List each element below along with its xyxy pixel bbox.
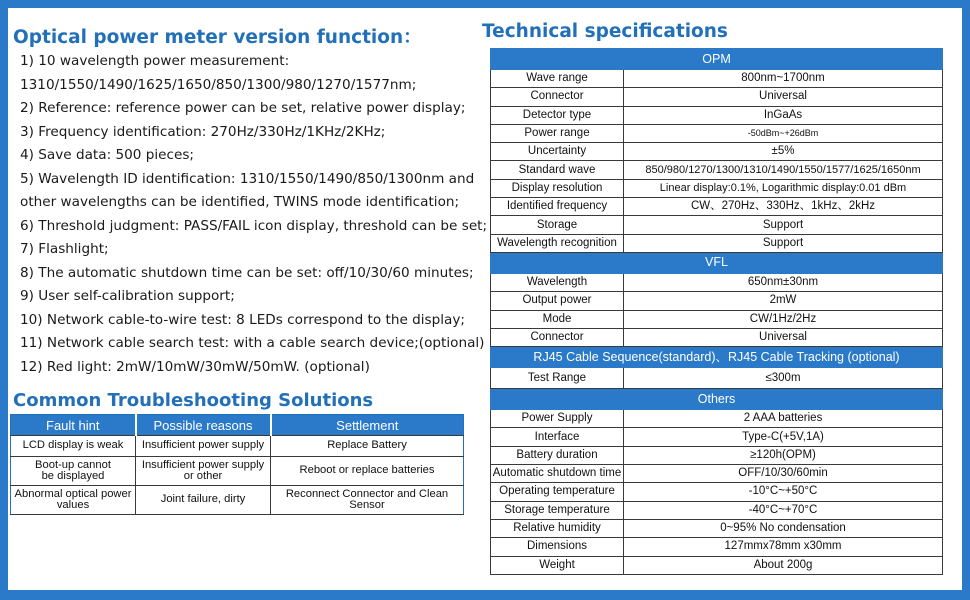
spec-row <box>491 501 943 519</box>
section-header-vfl <box>491 252 943 273</box>
function-item: 5) Wavelength ID identification: 1310/1550/1490/850/1300nm and <box>20 170 475 187</box>
spec-value: ±5% <box>624 143 943 161</box>
function-item: 11) Network cable search test: with a cable search device;(optional) <box>20 335 485 351</box>
spec-label: Display resolution <box>491 179 624 197</box>
spec-label: Test Range <box>491 368 624 389</box>
function-item: 9) User self-calibration support; <box>20 288 235 304</box>
spec-value: Type-C(+5V,1A) <box>624 428 943 446</box>
function-item: 3) Frequency identification: 270Hz/330Hz/1KHz/2KHz; <box>20 123 386 140</box>
spec-value: Universal <box>624 328 943 346</box>
spec-label: Battery duration <box>491 446 624 464</box>
spec-label: Relative humidity <box>491 519 624 537</box>
spec-label: Wave range <box>491 70 624 88</box>
spec-row <box>491 428 943 446</box>
spec-label: Standard wave <box>491 161 624 179</box>
table-cell: Insufficient power supply or other <box>136 457 271 486</box>
spec-value: 0~95% No condensation <box>624 519 943 537</box>
table-cell: LCD display is weak <box>11 436 136 457</box>
spec-label: Automatic shutdown time <box>491 465 624 483</box>
function-item: 12) Red light: 2mW/10mW/30mW/50mW. (optional) <box>20 358 370 375</box>
spec-row <box>491 446 943 464</box>
spec-value: OFF/10/30/60min <box>624 465 943 483</box>
table-cell: Reboot or replace batteries <box>271 457 464 486</box>
table-cell: Insufficient power supply <box>136 436 271 457</box>
spec-label: Mode <box>491 310 624 328</box>
spec-value: 2mW <box>624 292 943 310</box>
spec-value: Linear display:0.1%, Logarithmic display:0.01 dBm <box>624 179 943 197</box>
section-title: OPM <box>491 49 943 70</box>
spec-value: -10°C~+50°C <box>624 483 943 501</box>
function-item: 4) Save data: 500 pieces; <box>20 147 195 163</box>
spec-value: ≤300m <box>624 368 943 389</box>
spec-label: Operating temperature <box>491 483 624 501</box>
specifications-table <box>490 48 943 575</box>
spec-label: Uncertainty <box>491 143 624 161</box>
specifications-heading: Technical specifications <box>482 21 728 42</box>
spec-value: Support <box>624 216 943 234</box>
spec-label: Interface <box>491 428 624 446</box>
spec-label: Power range <box>491 124 624 142</box>
function-item: 7) Flashlight; <box>20 241 109 257</box>
function-list <box>20 50 488 379</box>
spec-value: CW/1Hz/2Hz <box>624 310 943 328</box>
spec-row <box>491 273 943 291</box>
spec-value: 2 AAA batteries <box>624 410 943 428</box>
table-row <box>11 486 464 515</box>
spec-label: Storage temperature <box>491 501 624 519</box>
spec-row <box>491 216 943 234</box>
spec-row <box>491 465 943 483</box>
functions-heading: Optical power meter version function： <box>13 27 422 48</box>
troubleshooting-table <box>10 414 464 515</box>
table-header-row <box>11 415 464 436</box>
spec-row <box>491 234 943 252</box>
spec-row <box>491 88 943 106</box>
spec-row <box>491 556 943 574</box>
table-cell: Joint failure, dirty <box>136 486 271 515</box>
function-item: 10) Network cable-to-wire test: 8 LEDs correspond to the display; <box>20 311 465 328</box>
spec-row <box>491 310 943 328</box>
column-header: Possible reasons <box>136 415 271 436</box>
table-cell: Abnormal optical power values <box>11 486 136 515</box>
troubleshooting-heading: Common Troubleshooting Solutions <box>13 390 374 411</box>
spec-row <box>491 328 943 346</box>
spec-row <box>491 483 943 501</box>
table-cell: Reconnect Connector and Clean Sensor <box>271 486 464 515</box>
spec-row <box>491 519 943 537</box>
spec-row <box>491 124 943 142</box>
spec-row <box>491 538 943 556</box>
spec-value: ≥120h(OPM) <box>624 446 943 464</box>
spec-row <box>491 179 943 197</box>
section-title: Others <box>491 389 943 410</box>
spec-value: CW、270Hz、330Hz、1kHz、2kHz <box>624 198 943 216</box>
spec-label: Wavelength recognition <box>491 234 624 252</box>
section-title: RJ45 Cable Sequence(standard)、RJ45 Cable Tracking (optional) <box>491 347 943 368</box>
spec-row <box>491 143 943 161</box>
spec-row <box>491 161 943 179</box>
spec-label: Storage <box>491 216 624 234</box>
spec-value: About 200g <box>624 556 943 574</box>
spec-label: Power Supply <box>491 410 624 428</box>
column-header: Fault hint <box>11 415 136 436</box>
spec-value: Universal <box>624 88 943 106</box>
spec-label: Connector <box>491 88 624 106</box>
spec-row <box>491 368 943 389</box>
spec-value: 800nm~1700nm <box>624 70 943 88</box>
spec-row <box>491 198 943 216</box>
spec-value: -50dBm~+26dBm <box>624 124 943 142</box>
spec-label: Connector <box>491 328 624 346</box>
function-item: 2) Reference: reference power can be set, relative power display; <box>20 100 466 116</box>
function-item: 1) 10 wavelength power measurement: <box>20 53 290 69</box>
spec-label: Output power <box>491 292 624 310</box>
column-header: Settlement <box>271 415 464 436</box>
content-panel <box>8 8 962 590</box>
spec-row <box>491 410 943 428</box>
spec-row <box>491 70 943 88</box>
spec-value: -40°C~+70°C <box>624 501 943 519</box>
spec-row <box>491 292 943 310</box>
section-header-others <box>491 389 943 410</box>
spec-label: Detector type <box>491 106 624 124</box>
section-header-rj45 <box>491 347 943 368</box>
table-cell: Replace Battery <box>271 436 464 457</box>
spec-label: Weight <box>491 556 624 574</box>
spec-value: 850/980/1270/1300/1310/1490/1550/1577/1625/1650nm <box>624 161 943 179</box>
spec-label: Wavelength <box>491 273 624 291</box>
function-item: 8) The automatic shutdown time can be set: off/10/30/60 minutes; <box>20 264 474 281</box>
spec-value: 650nm±30nm <box>624 273 943 291</box>
table-row <box>11 457 464 486</box>
spec-value: InGaAs <box>624 106 943 124</box>
section-title: VFL <box>491 252 943 273</box>
function-item: 6) Threshold judgment: PASS/FAIL icon display, threshold can be set; <box>20 217 488 234</box>
function-item: other wavelengths can be identified, TWINS mode identification; <box>20 194 460 210</box>
spec-label: Identified frequency <box>491 198 624 216</box>
spec-row <box>491 106 943 124</box>
spec-value: Support <box>624 234 943 252</box>
table-cell: Boot-up cannot be displayed <box>11 457 136 486</box>
spec-value: 127mmx78mm x30mm <box>624 538 943 556</box>
function-item: 1310/1550/1490/1625/1650/850/1300/980/1270/1577nm; <box>20 76 417 93</box>
spec-label: Dimensions <box>491 538 624 556</box>
section-header-opm <box>491 49 943 70</box>
table-row <box>11 436 464 457</box>
